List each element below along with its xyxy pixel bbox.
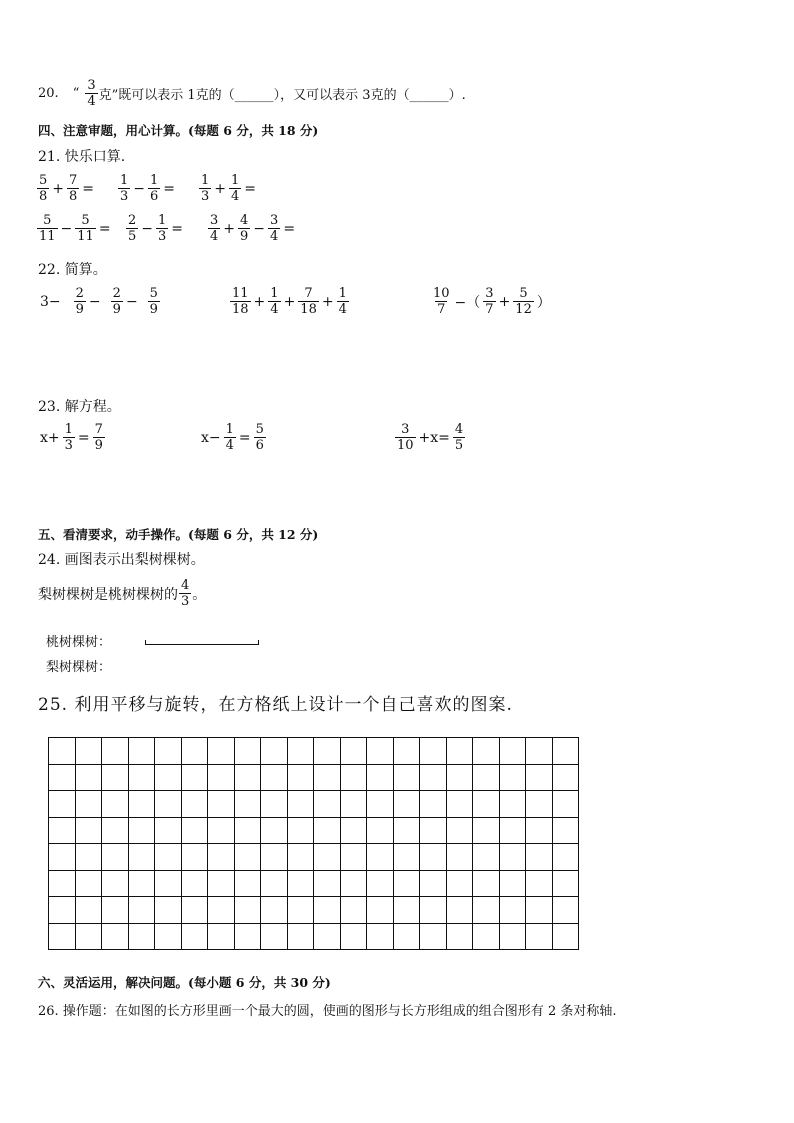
grid-cell bbox=[234, 897, 261, 924]
grid-cell bbox=[393, 791, 420, 818]
grid-cell bbox=[261, 817, 288, 844]
grid-cell bbox=[367, 923, 394, 950]
grid-cell bbox=[128, 817, 155, 844]
q23-eq-3: $\frac{3}{10}$ +x= $\frac{4}{5}$ bbox=[397, 422, 464, 453]
grid-cell bbox=[314, 817, 341, 844]
grid-cell bbox=[155, 738, 182, 765]
grid-cell bbox=[261, 897, 288, 924]
grid-cell bbox=[49, 870, 76, 897]
grid-cell bbox=[181, 764, 208, 791]
grid-cell bbox=[155, 764, 182, 791]
q22-expr-2: $\frac{11}{18}$ + $\frac{1}{4}$ + $\frac{7}{18}$ + $\frac{1}{4}$ bbox=[232, 286, 347, 317]
grid-cell bbox=[181, 870, 208, 897]
grid-cell bbox=[234, 791, 261, 818]
grid-row bbox=[49, 764, 579, 791]
grid-cell bbox=[287, 923, 314, 950]
grid-cell bbox=[287, 817, 314, 844]
q20-number: 20. bbox=[38, 86, 59, 101]
grid-cell bbox=[526, 738, 553, 765]
grid-cell bbox=[552, 764, 579, 791]
grid-cell bbox=[102, 817, 129, 844]
grid-cell bbox=[102, 844, 129, 871]
grid-cell bbox=[75, 923, 102, 950]
grid-cell bbox=[102, 923, 129, 950]
grid-cell bbox=[75, 764, 102, 791]
grid-cell bbox=[526, 844, 553, 871]
grid-cell bbox=[314, 791, 341, 818]
grid-cell bbox=[208, 923, 235, 950]
grid-cell bbox=[234, 764, 261, 791]
grid-cell bbox=[499, 923, 526, 950]
q22-expr-3: $\frac{10}{7}$ −（ $\frac{3}{7}$ + $\frac{5}{12}$ ） bbox=[433, 286, 551, 317]
grid-cell bbox=[49, 738, 76, 765]
grid-cell bbox=[367, 738, 394, 765]
grid-cell bbox=[287, 844, 314, 871]
grid-cell bbox=[393, 844, 420, 871]
grid-cell bbox=[102, 738, 129, 765]
grid-cell bbox=[446, 844, 473, 871]
q26-text: 26. 操作题：在如图的长方形里画一个最大的圆，使画的图形与长方形组成的组合图形有 2 条对称轴. bbox=[38, 1004, 617, 1019]
grid-cell bbox=[49, 764, 76, 791]
grid-cell bbox=[420, 923, 447, 950]
grid-cell bbox=[552, 738, 579, 765]
grid-cell bbox=[181, 791, 208, 818]
grid-cell bbox=[155, 791, 182, 818]
grid-cell bbox=[287, 897, 314, 924]
grid-cell bbox=[261, 923, 288, 950]
grid-cell bbox=[75, 791, 102, 818]
grid-row bbox=[49, 870, 579, 897]
grid-cell bbox=[181, 738, 208, 765]
grid-cell bbox=[181, 817, 208, 844]
grid-cell bbox=[102, 870, 129, 897]
grid-cell bbox=[234, 817, 261, 844]
grid-cell bbox=[499, 870, 526, 897]
grid-cell bbox=[367, 817, 394, 844]
grid-cell bbox=[420, 791, 447, 818]
grid-cell bbox=[526, 764, 553, 791]
grid-cell bbox=[340, 870, 367, 897]
grid-cell bbox=[393, 817, 420, 844]
q21-expr-6: $\frac{3}{4}$ + $\frac{4}{9}$ − $\frac{3}{4}$ = bbox=[210, 213, 296, 244]
grid-cell bbox=[420, 844, 447, 871]
grid-cell bbox=[208, 817, 235, 844]
grid-cell bbox=[473, 844, 500, 871]
grid-cell bbox=[446, 817, 473, 844]
grid-cell bbox=[473, 817, 500, 844]
grid-cell bbox=[552, 870, 579, 897]
grid-cell bbox=[367, 870, 394, 897]
grid-cell bbox=[49, 923, 76, 950]
grid-cell bbox=[314, 923, 341, 950]
grid-cell bbox=[128, 764, 155, 791]
grid-cell bbox=[446, 870, 473, 897]
grid-cell bbox=[128, 923, 155, 950]
q21-expr-1: $\frac{5}{8}$ + $\frac{7}{8}$ = bbox=[39, 173, 95, 204]
grid-cell bbox=[340, 923, 367, 950]
grid-cell bbox=[393, 897, 420, 924]
grid-cell bbox=[393, 870, 420, 897]
q23-title: 23. 解方程。 bbox=[38, 399, 121, 415]
grid-cell bbox=[420, 897, 447, 924]
q24-statement: 梨树棵树是桃树棵树的 $\frac{4}{3}$ 。 bbox=[38, 578, 207, 609]
grid-cell bbox=[367, 764, 394, 791]
grid-cell bbox=[128, 844, 155, 871]
q20-text: 克”既可以表示 1克的（______），又可以表示 3克的（______）. bbox=[98, 88, 466, 103]
grid-cell bbox=[287, 738, 314, 765]
q22-expr-1: 3− $\frac{2}{9}$ − $\frac{2}{9}$ − $\frac{5}{9}$ bbox=[40, 286, 158, 317]
q21-title: 21. 快乐口算. bbox=[38, 149, 126, 165]
grid-cell bbox=[446, 897, 473, 924]
grid-cell bbox=[340, 817, 367, 844]
grid-cell bbox=[261, 738, 288, 765]
q24-title: 24. 画图表示出梨树棵树。 bbox=[38, 552, 205, 568]
grid-cell bbox=[526, 817, 553, 844]
grid-cell bbox=[102, 791, 129, 818]
grid-cell bbox=[128, 870, 155, 897]
grid-cell bbox=[420, 764, 447, 791]
grid-cell bbox=[473, 764, 500, 791]
grid-cell bbox=[552, 923, 579, 950]
grid-cell bbox=[155, 844, 182, 871]
grid-cell bbox=[552, 791, 579, 818]
grid-cell bbox=[420, 738, 447, 765]
grid-cell bbox=[155, 870, 182, 897]
grid-cell bbox=[552, 817, 579, 844]
grid-cell bbox=[314, 897, 341, 924]
grid-cell bbox=[155, 923, 182, 950]
grid-cell bbox=[208, 897, 235, 924]
grid-cell bbox=[102, 764, 129, 791]
grid-cell bbox=[261, 764, 288, 791]
grid-cell bbox=[340, 844, 367, 871]
grid-cell bbox=[473, 923, 500, 950]
grid-cell bbox=[526, 923, 553, 950]
grid-cell bbox=[234, 738, 261, 765]
grid-cell bbox=[208, 870, 235, 897]
q21-expr-4: $\frac{5}{11}$ − $\frac{5}{11}$ = bbox=[39, 213, 111, 244]
grid-cell bbox=[102, 897, 129, 924]
grid-cell bbox=[499, 844, 526, 871]
grid-cell bbox=[393, 923, 420, 950]
grid-cell bbox=[526, 791, 553, 818]
peach-tree-segment bbox=[145, 640, 259, 645]
grid-cell bbox=[155, 817, 182, 844]
grid-cell bbox=[499, 817, 526, 844]
grid-cell bbox=[234, 923, 261, 950]
grid-cell bbox=[49, 897, 76, 924]
grid-cell bbox=[287, 870, 314, 897]
grid-cell bbox=[314, 738, 341, 765]
grid-cell bbox=[499, 897, 526, 924]
grid-cell bbox=[49, 791, 76, 818]
grid-cell bbox=[499, 738, 526, 765]
grid-cell bbox=[473, 897, 500, 924]
section-5-title: 五、看清要求，动手操作。(每题 6 分，共 12 分) bbox=[38, 527, 319, 542]
q20-fraction: $\frac{3}{4}$ bbox=[87, 78, 96, 109]
section-4-title: 四、注意审题，用心计算。(每题 6 分，共 18 分) bbox=[38, 123, 319, 138]
grid-cell bbox=[340, 897, 367, 924]
grid-cell bbox=[181, 923, 208, 950]
grid-cell bbox=[367, 791, 394, 818]
grid-cell bbox=[446, 738, 473, 765]
grid-cell bbox=[75, 897, 102, 924]
grid-cell bbox=[340, 764, 367, 791]
grid-cell bbox=[552, 897, 579, 924]
grid-row bbox=[49, 817, 579, 844]
grid-cell bbox=[473, 870, 500, 897]
grid-cell bbox=[234, 844, 261, 871]
q21-expr-2: $\frac{1}{3}$ − $\frac{1}{6}$ = bbox=[120, 173, 176, 204]
grid-row bbox=[49, 738, 579, 765]
q21-expr-3: $\frac{1}{3}$ + $\frac{1}{4}$ = bbox=[201, 173, 257, 204]
grid-cell bbox=[208, 764, 235, 791]
grid-cell bbox=[128, 738, 155, 765]
grid-cell bbox=[473, 738, 500, 765]
grid-cell bbox=[287, 764, 314, 791]
grid-cell bbox=[446, 923, 473, 950]
grid-cell bbox=[181, 844, 208, 871]
q23-eq-2: x− $\frac{1}{4}$ = $\frac{5}{6}$ bbox=[201, 422, 264, 453]
grid-cell bbox=[473, 791, 500, 818]
grid-cell bbox=[49, 844, 76, 871]
grid-cell bbox=[526, 897, 553, 924]
grid-cell bbox=[314, 844, 341, 871]
grid-cell bbox=[181, 897, 208, 924]
grid-row bbox=[49, 844, 579, 871]
grid-cell bbox=[208, 791, 235, 818]
grid-cell bbox=[261, 870, 288, 897]
peach-tree-label: 桃树棵树： bbox=[46, 635, 112, 650]
grid-cell bbox=[208, 844, 235, 871]
grid-cell bbox=[49, 817, 76, 844]
grid-cell bbox=[75, 870, 102, 897]
grid-cell bbox=[526, 870, 553, 897]
grid-cell bbox=[261, 844, 288, 871]
grid-cell bbox=[314, 870, 341, 897]
grid-cell bbox=[367, 844, 394, 871]
grid-cell bbox=[499, 791, 526, 818]
grid-cell bbox=[446, 791, 473, 818]
q21-expr-5: $\frac{2}{5}$ − $\frac{1}{3}$ = bbox=[128, 213, 184, 244]
grid-cell bbox=[420, 870, 447, 897]
grid-cell bbox=[393, 764, 420, 791]
grid-cell bbox=[208, 738, 235, 765]
grid-cell bbox=[552, 844, 579, 871]
grid-cell bbox=[367, 897, 394, 924]
grid-cell bbox=[340, 738, 367, 765]
square-grid-paper bbox=[48, 737, 579, 950]
q23-eq-1: x+ $\frac{1}{3}$ = $\frac{7}{9}$ bbox=[40, 422, 103, 453]
q25-title: 25. 利用平移与旋转，在方格纸上设计一个自己喜欢的图案. bbox=[38, 695, 513, 715]
grid-cell bbox=[287, 791, 314, 818]
q20-open-quote: “ bbox=[72, 86, 80, 101]
grid-cell bbox=[75, 844, 102, 871]
grid-cell bbox=[340, 791, 367, 818]
grid-cell bbox=[128, 791, 155, 818]
pear-tree-label: 梨树棵树： bbox=[46, 660, 112, 675]
grid-cell bbox=[128, 897, 155, 924]
grid-cell bbox=[393, 738, 420, 765]
q20-line bbox=[38, 78, 466, 109]
grid-row bbox=[49, 897, 579, 924]
grid-cell bbox=[499, 764, 526, 791]
grid-cell bbox=[314, 764, 341, 791]
section-6-title: 六、灵活运用，解决问题。(每小题 6 分，共 30 分) bbox=[38, 975, 331, 990]
grid-cell bbox=[261, 791, 288, 818]
q22-title: 22. 简算。 bbox=[38, 262, 107, 278]
grid-cell bbox=[234, 870, 261, 897]
grid-row bbox=[49, 923, 579, 950]
grid-row bbox=[49, 791, 579, 818]
grid-cell bbox=[75, 817, 102, 844]
grid-cell bbox=[420, 817, 447, 844]
grid-cell bbox=[446, 764, 473, 791]
grid-cell bbox=[155, 897, 182, 924]
grid-cell bbox=[75, 738, 102, 765]
